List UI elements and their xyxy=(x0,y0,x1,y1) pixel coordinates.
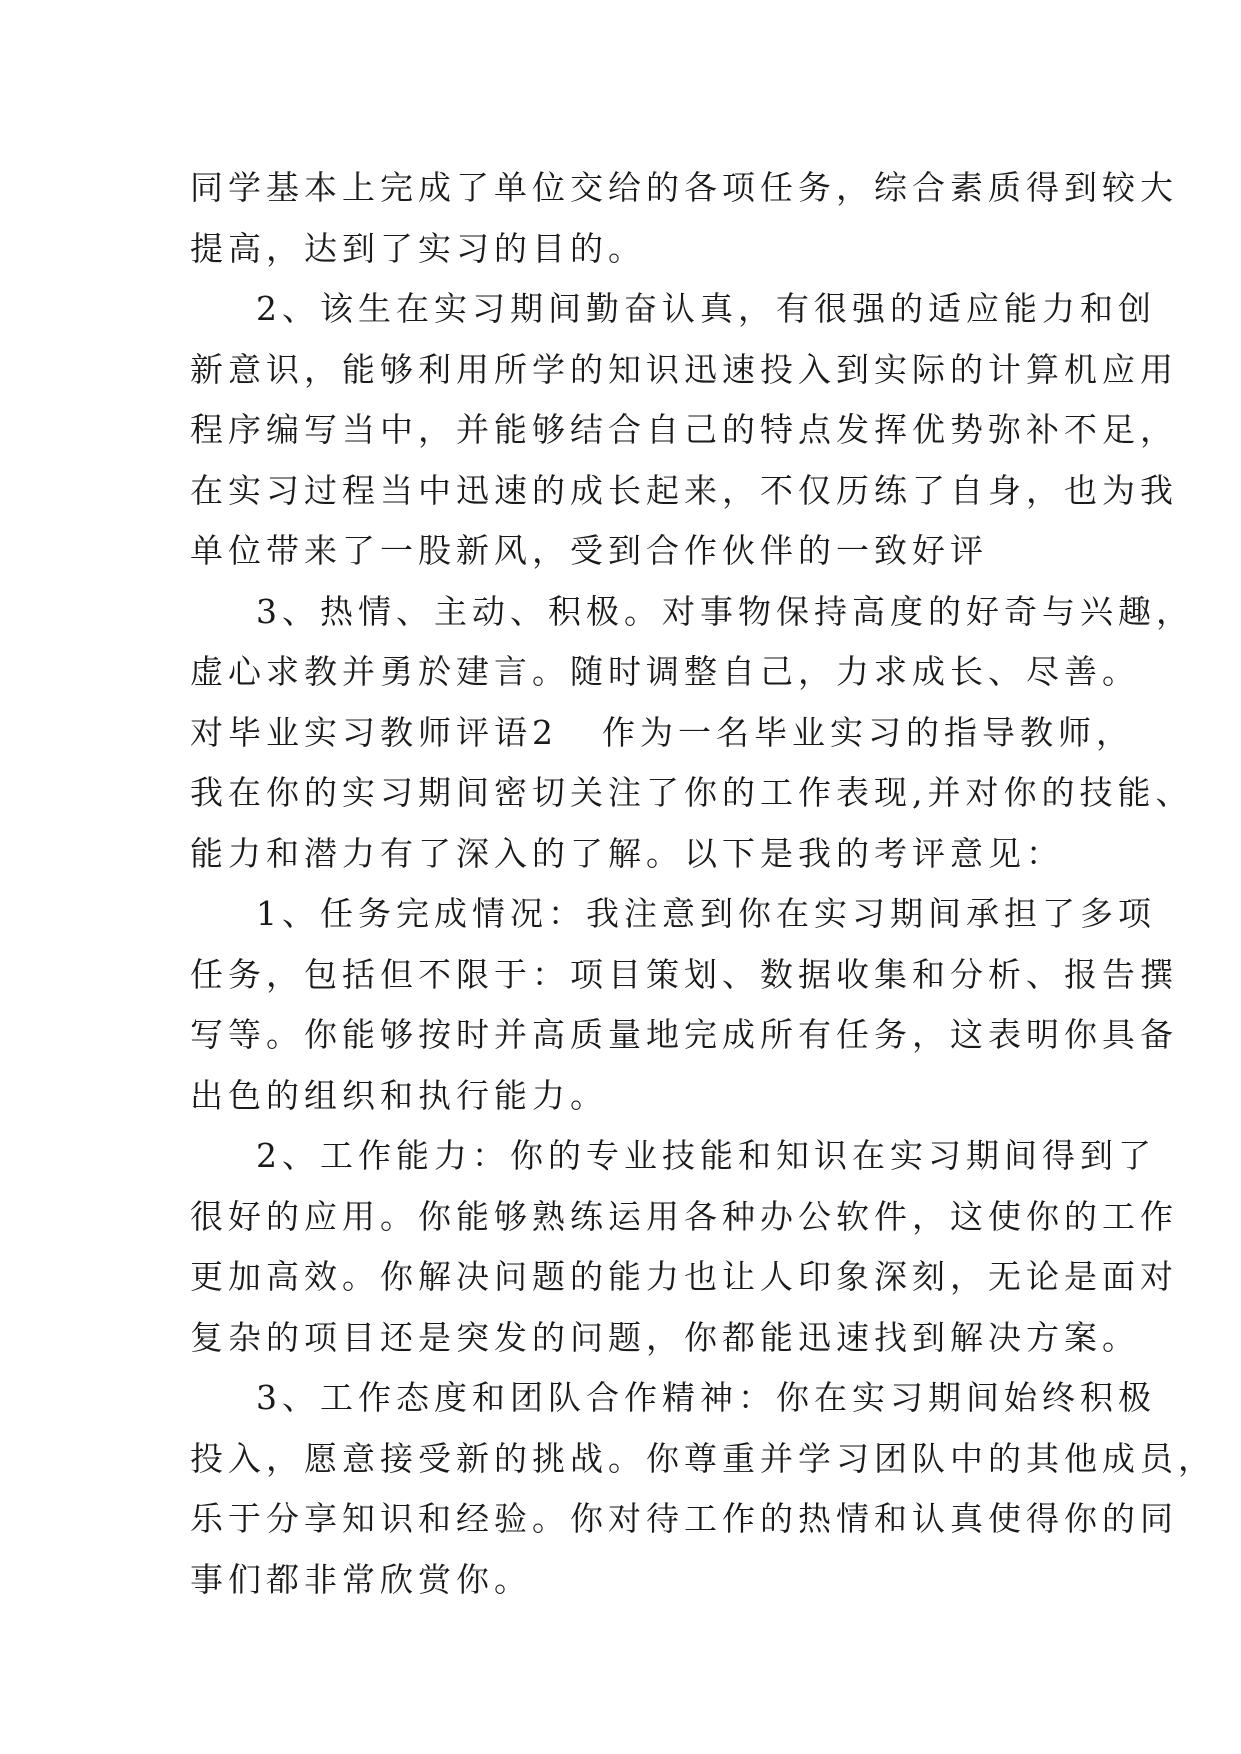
paragraph-start: 2、工作能力：你的专业技能和知识在实习期间得到了 xyxy=(256,1136,1156,1175)
text-line: 投入，愿意接受新的挑战。你尊重并学习团队中的其他成员， xyxy=(190,1438,1216,1478)
document-body xyxy=(190,158,1216,1610)
text-line: 提高，达到了实习的目的。 xyxy=(190,228,646,268)
section-heading: 对毕业实习教师评语2 xyxy=(190,712,558,752)
section-intro-text: 作为一名毕业实习的指导教师， xyxy=(602,712,1134,752)
text-line: 单位带来了一股新风，受到合作伙伴的一致好评 xyxy=(190,531,988,570)
text-line: 任务，包括但不限于：项目策划、数据收集和分析、报告撰 xyxy=(190,954,1178,994)
text-line: 能力和潜力有了深入的了解。以下是我的考评意见： xyxy=(190,833,1064,873)
paragraph-start: 2、该生在实习期间勤奋认真，有很强的适应能力和创 xyxy=(256,289,1156,328)
paragraph-start: 1、任务完成情况：我注意到你在实习期间承担了多项 xyxy=(256,894,1156,933)
section-heading-line xyxy=(190,703,1134,764)
text-line: 事们都非常欣赏你。 xyxy=(190,1559,532,1599)
text-line: 乐于分享知识和经验。你对待工作的热情和认真使得你的同 xyxy=(190,1499,1178,1538)
text-line: 新意识，能够利用所学的知识迅速投入到实际的计算机应用 xyxy=(190,349,1178,389)
paragraph-start: 3、工作态度和团队合作精神：你在实习期间始终积极 xyxy=(256,1378,1156,1417)
paragraph-start: 3、热情、主动、积极。对事物保持高度的好奇与兴趣， xyxy=(256,591,1194,631)
text-line: 写等。你能够按时并高质量地完成所有任务，这表明你具备 xyxy=(190,1015,1178,1054)
text-line: 虚心求教并勇於建言。随时调整自己，力求成长、尽善。 xyxy=(190,652,1140,691)
text-line: 复杂的项目还是突发的问题，你都能迅速找到解决方案。 xyxy=(190,1317,1140,1357)
text-line: 出色的组织和执行能力。 xyxy=(190,1075,608,1115)
text-line: 程序编写当中，并能够结合自己的特点发挥优势弥补不足， xyxy=(190,410,1178,449)
text-line: 同学基本上完成了单位交给的各项任务，综合素质得到较大 xyxy=(190,168,1178,207)
text-line: 在实习过程当中迅速的成长起来，不仅历练了自身，也为我 xyxy=(190,470,1178,510)
text-line: 我在你的实习期间密切关注了你的工作表现,并对你的技能、 xyxy=(190,773,1194,812)
text-line: 很好的应用。你能够熟练运用各种办公软件，这使你的工作 xyxy=(190,1196,1178,1236)
text-line: 更加高效。你解决问题的能力也让人印象深刻，无论是面对 xyxy=(190,1257,1178,1296)
